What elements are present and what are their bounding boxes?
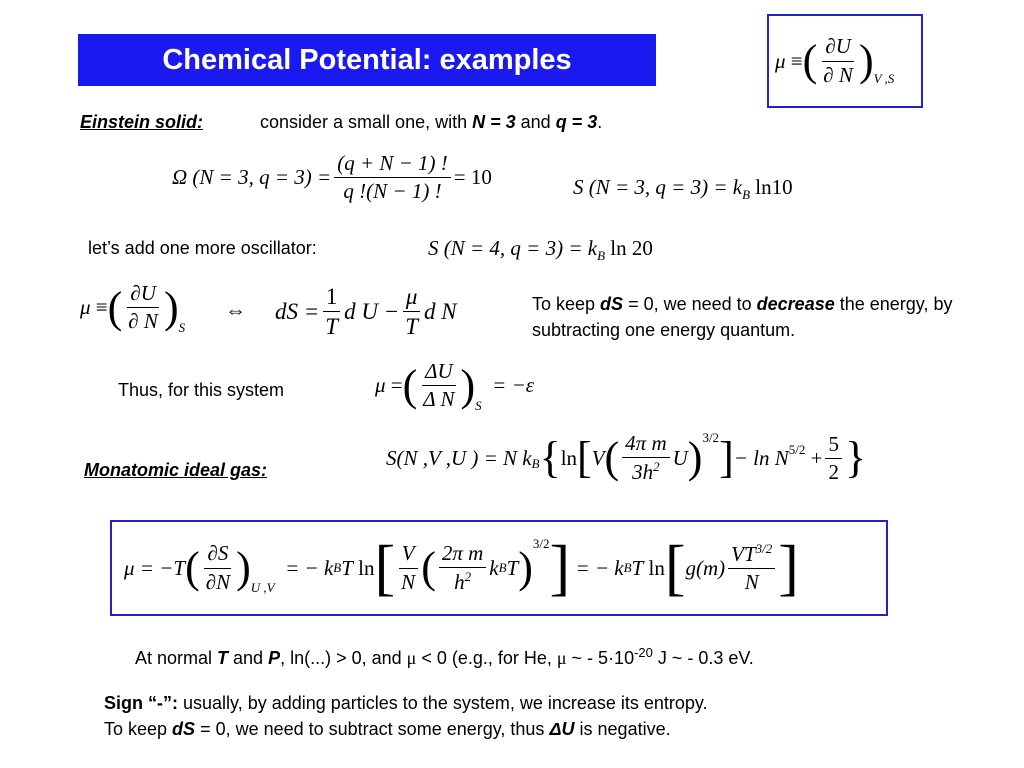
ideal-gas-label: Monatomic ideal gas:	[84, 460, 268, 480]
left-paren: (	[802, 36, 818, 85]
definition-fraction	[820, 35, 856, 86]
add-oscillator-text: let’s add one more oscillator:	[88, 238, 317, 258]
iff-arrow: ⇔	[225, 298, 246, 322]
definition-numerator: ∂U	[822, 35, 854, 61]
entropy-equation-n4: S (N = 4, $q = 3) = k_B$ ln 20	[428, 236, 653, 264]
right-paren: )	[858, 36, 874, 85]
thus-equation: μ = ( $\frac{\Delta U}{\text{Δ N}}$ ) $_S$ = −ε	[375, 359, 535, 413]
ds-equation: dS = $\frac{1}{T}$ d U − $\frac{\mu}{T}$ d N	[275, 284, 457, 340]
definition-subscript: V ,S	[873, 71, 895, 86]
mu-definition-s: μ ≡ ( $\frac{\partial U}{\partial N}$ ) $_S$	[80, 281, 186, 335]
page-title: Chemical Potential: examples	[78, 34, 656, 86]
normal-conditions-text: At normal T and P, ln(...) > 0, and μ < 0 (e.g., for He, μ ~ - $5\cdot 10^{-20}$ J ~ - 0.3 eV.	[135, 645, 754, 668]
chemical-potential-box: μ = −T ( $\frac{\partial S}{\partial N}$ ) $_{U ,V}$ = − k B T ln [ $\frac{V}{N}$ ( $\frac{\text{2π m}}{h^2}$ k B T ) $^{3/2}$ ] = − k B T ln [ g(m) $\frac{VT^{3/2}}{N}$ ]	[110, 520, 888, 616]
definition-denominator: ∂ N	[823, 62, 853, 87]
mu-symbol: μ	[775, 48, 786, 73]
einstein-label: Einstein solid:	[80, 112, 204, 132]
sign-note-line-1: Sign “-”: usually, by adding particles to the system, we increase its entropy.	[104, 693, 708, 713]
sign-note	[104, 690, 944, 742]
sign-note-line-2: To keep dS = 0, we need to subtract some energy, thus ΔU is negative.	[104, 719, 671, 740]
omega-equation: Ω (N = 3, q = 3) = $\frac{(q + N - 1) !}{q !(N - 1) !}$ = 10	[172, 151, 492, 204]
entropy-equation-n3: S (N = 3, $q = 3) = k_B$ ln10	[573, 175, 793, 203]
ideal-gas-entropy: S(N ,V ,U ) = N k $_B$ { ln [ V ( $\frac{\text{4π m}}{3h^2}$ U ) $^{3/2}$ ] − ln N $^{5/2}$ + $\frac{5}{2}$ }	[386, 430, 867, 485]
thus-text: Thus, for this system	[118, 380, 285, 400]
definition-box	[767, 14, 923, 108]
einstein-intro: consider a small one, with N = 3 and q = 3.	[260, 112, 603, 132]
equiv-symbol: ≡	[790, 48, 803, 73]
keep-ds-text: To keep dS = 0, we need to decrease the energy, by subtracting one energy quantum.	[532, 294, 953, 341]
